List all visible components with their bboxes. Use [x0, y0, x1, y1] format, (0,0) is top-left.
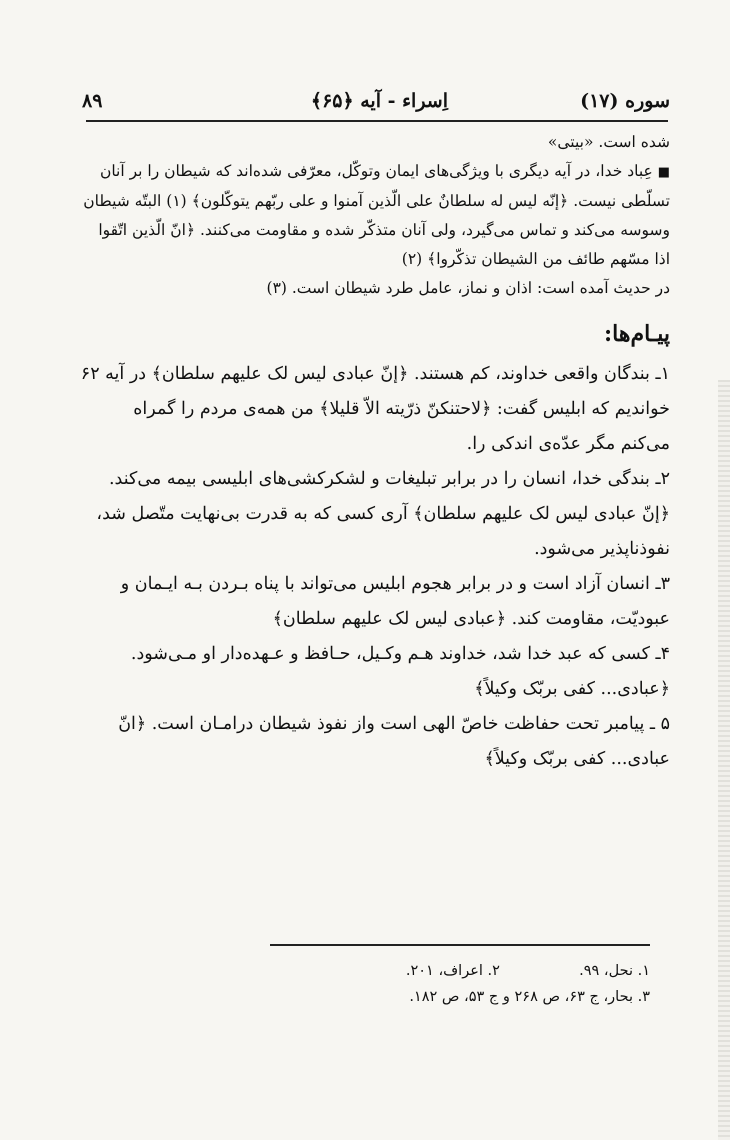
footnote-2: ۲. اعراف، ۲۰۱.	[405, 963, 500, 979]
footnote-1: ۱. نحل، ۹۹.	[579, 963, 650, 979]
header-divider	[86, 120, 668, 122]
message-item: ۵ ـ پیامبر تحت حفاظت خاصّ الهی است واز نفوذ شیطان درامـان است. ﴿انّ عبادی... کفی بربّک وکیلاً﴾	[118, 714, 670, 769]
message-item: ۱ـ بندگان واقعی خداوند، کم هستند. ﴿إنّ عبادی لیس لک علیهم سلطان﴾ در آیه ۶۲ خواندیم که ابلیس گفت: ﴿لاحتنکنّ ذرّیته الاّ قلیلا﴾ من همه‌ی مردم را گمراه می‌کنم مگر عدّه‌ی اندکی را.	[80, 364, 670, 454]
page-body	[80, 128, 670, 777]
footnote-row	[150, 958, 650, 984]
square-bullet-icon: ■	[657, 165, 670, 180]
page-edge-shadow	[718, 380, 730, 1140]
intro-paragraph	[80, 157, 670, 274]
intro-paragraph-text: عِباد خدا، در آیه دیگری با ویژگی‌های ایمان وتوکّل، معرّفی شده‌اند که شیطان را بر آنان تسلّطی نیست. ﴿إنّه لیس له سلطانٌ علی الّذین آمنوا و علی ربّهم یتوکّلون﴾ (۱) البتّه شیطان وسوسه می‌کند و تماس می‌گیرد، ولی آنان متذکّر شده و مقاومت می‌کنند. ﴿انّ الّذین اتّقوا اذا مسّهم طائف من الشیطان تذکّروا﴾ (۲)	[83, 162, 670, 268]
sura-title: سوره (۱۷)	[580, 90, 670, 112]
footnotes	[150, 958, 650, 1010]
message-item: ۳ـ انسان آزاد است و در برابر هجوم ابلیس می‌تواند با پناه بـردن بـه ایـمان و عبودیّت، مقاومت کند. ﴿عبادی لیس لک علیهم سلطان﴾	[120, 574, 670, 629]
page-number: ۸۹	[82, 90, 103, 112]
verse-reference: اِسراء - آیه ﴿۶۵﴾	[310, 90, 448, 112]
page-header	[70, 86, 670, 118]
message-item: ۲ـ بندگی خدا، انسان را در برابر تبلیغات و لشکرکشی‌های ابلیسی بیمه می‌کند. ﴿إنّ عبادی لیس لک علیهم سلطان﴾ آری کسی که به قدرت بی‌نهایت متّصل شد، نفوذناپذیر می‌شود.	[96, 469, 670, 559]
footnote-3: ۳. بحار، ج ۶۳، ص ۲۶۸ و ج ۵۳، ص ۱۸۲.	[409, 989, 650, 1005]
messages-list	[80, 357, 670, 777]
intro-section	[80, 128, 670, 303]
intro-line: شده است. «بیتی»	[547, 133, 670, 151]
message-item: ۴ـ کسی که عبد خدا شد، خداوند هـم وکـیل، حـافظ و عـهده‌دار او مـی‌شود. ﴿عبادی... کفی بربّک وکیلاً﴾	[130, 644, 670, 699]
footnote-divider	[270, 944, 650, 946]
messages-heading: پیـام‌ها:	[604, 321, 670, 347]
hadith-paragraph: در حدیث آمده است: اذان و نماز، عامل طرد شیطان است. (۳)	[266, 279, 670, 297]
